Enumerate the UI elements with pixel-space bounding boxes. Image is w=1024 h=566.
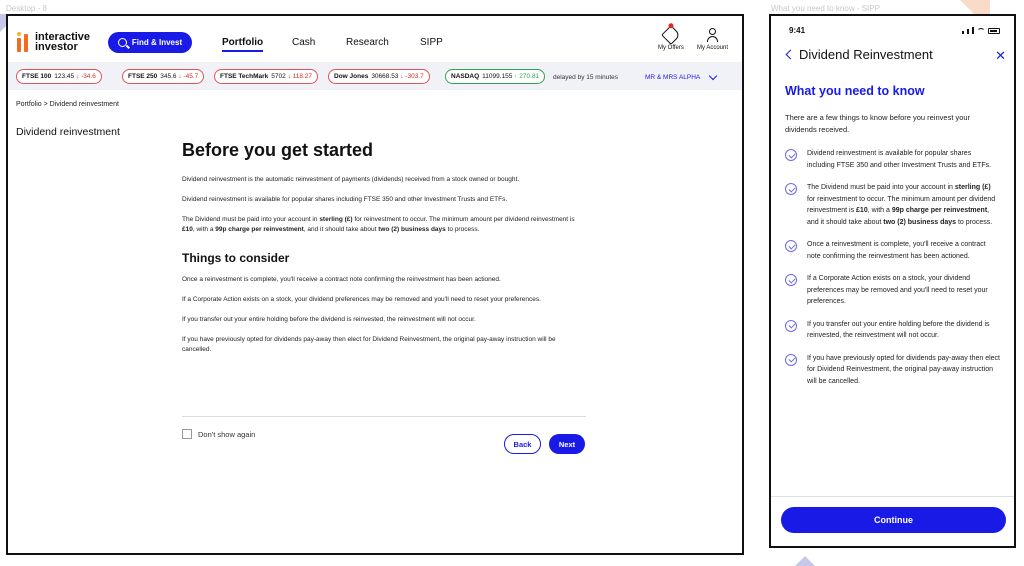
desktop-frame (6, 14, 744, 555)
close-icon[interactable]: ✕ (995, 48, 1006, 63)
list-item-text: Dividend reinvestment is available for popular shares including FTSE 350 and other Investment Trusts and ETFs. (807, 150, 992, 169)
mobile-heading: What you need to know (785, 84, 925, 98)
status-icons (962, 27, 1000, 34)
logo-mark-icon (16, 30, 32, 54)
check-circle-icon (785, 149, 797, 161)
dont-show-again-checkbox[interactable] (182, 429, 192, 439)
ticker-value: 345.6 (160, 73, 177, 80)
divider (182, 416, 586, 417)
top-navigation (8, 16, 742, 62)
list-item-text: If you have previously opted for dividends pay-away then elect for Dividend Reinvestment, the original pay-away instruction will be cancelled. (807, 354, 1001, 385)
ticker-ftse250[interactable] (122, 69, 204, 84)
signal-icon (962, 31, 964, 34)
main-content (182, 140, 586, 365)
text-run-bold: £10 (856, 207, 868, 214)
ticker-value: 123.45 (54, 73, 75, 80)
consider-item: If you have previously opted for dividends pay-away then elect for Dividend Reinvestment, the original pay-away instruction will be cancelled. (182, 336, 556, 353)
text-run: The Dividend must be paid into your account in (807, 184, 955, 191)
logo[interactable] (16, 30, 90, 54)
mobile-frame-label: What you need to know - SIPP (771, 4, 880, 13)
list-item (785, 239, 1000, 262)
list-item (785, 319, 1000, 342)
tag-icon (661, 25, 681, 45)
user-icon (706, 28, 720, 42)
find-invest-button[interactable] (108, 32, 192, 53)
find-invest-label: Find & Invest (131, 38, 183, 47)
text-run: , and it should take about (807, 207, 990, 226)
check-circle-icon (785, 274, 797, 286)
tab-portfolio[interactable]: Portfolio (222, 37, 264, 48)
ticker-change: ↓ -34.6 (75, 73, 96, 80)
text-run: to process. (445, 226, 480, 233)
mobile-intro: There are a few things to know before you reinvest your dividends received. (785, 113, 971, 134)
market-ticker-bar (8, 62, 742, 90)
text-run-bold: sterling (£) (954, 184, 991, 191)
ticker-name: FTSE TechMark (220, 73, 269, 80)
ticker-value: 11099.155 (482, 73, 513, 80)
text-run-bold: £10 (182, 226, 193, 233)
list-item-text: If a Corporate Action exists on a stock, your dividend preferences may be removed and you'll need to reset your preferences. (807, 275, 988, 305)
consider-item: If you transfer out your entire holding before the dividend is reinvested, the reinvestment will not occur. (182, 316, 476, 323)
back-button[interactable]: Back (504, 434, 541, 454)
signal-icon (967, 29, 969, 34)
text-run: , and it should take about (303, 226, 379, 233)
my-offers-label: My Offers (658, 45, 684, 51)
text-run-bold: two (2) business days (378, 226, 446, 233)
ticker-ftse100[interactable] (16, 69, 102, 84)
list-item-text: Once a reinvestment is complete, you'll receive a contract note confirming the reinvestment has been actioned. (807, 241, 986, 260)
my-account-button[interactable] (697, 28, 728, 51)
text-run-bold: 99p charge per reinvestment (891, 207, 988, 214)
text-run-bold: two (2) business days (883, 218, 957, 226)
text-run: The Dividend must be paid into your account in (182, 216, 320, 223)
breadcrumb[interactable]: Portfolio > Dividend reinvestment (16, 101, 119, 108)
text-run-bold: 99p charge per reinvestment (215, 226, 304, 233)
list-item-text: If you transfer out your entire holding before the dividend is reinvested, the reinvestment will not occur. (807, 320, 990, 339)
delayed-notice: delayed by 15 minutes (553, 74, 619, 81)
logo-text (35, 32, 90, 52)
ticker-change: ↓ -303.7 (400, 73, 424, 80)
dont-show-again-option[interactable] (182, 429, 255, 439)
text-run: for reinvestment to occur. The minimum amount per dividend reinvestment is (352, 216, 575, 223)
ticker-name: FTSE 250 (128, 73, 158, 80)
ticker-change: ↑ 270.81 (514, 73, 540, 80)
decor-triangle (795, 556, 815, 566)
chevron-left-icon[interactable] (786, 50, 796, 60)
chevron-down-icon (709, 72, 717, 80)
things-heading: Things to consider (182, 251, 290, 265)
signal-icon (972, 27, 974, 34)
account-selector[interactable] (645, 74, 716, 81)
text-run: , with a (867, 207, 892, 214)
desktop-frame-label: Desktop - 8 (6, 4, 47, 13)
intro-paragraph-3 (182, 215, 586, 235)
status-time: 9:41 (789, 26, 806, 35)
wifi-icon (977, 28, 985, 34)
consider-item: If a Corporate Action exists on a stock, your dividend preferences may be removed and you'll need to reset your preferences. (182, 296, 541, 303)
search-icon (118, 38, 127, 47)
tab-research[interactable]: Research (346, 37, 389, 48)
battery-icon (988, 28, 1000, 34)
account-name: MR & MRS ALPHA (645, 74, 701, 81)
ticker-name: FTSE 100 (22, 73, 52, 80)
logo-line1: interactive (35, 31, 91, 43)
ticker-name: NASDAQ (451, 73, 480, 80)
page-title: Before you get started (182, 140, 374, 160)
check-circle-icon (785, 320, 797, 332)
ticker-change: ↓ 118.27 (287, 73, 313, 80)
mobile-checklist (785, 148, 1000, 398)
text-run: , with a (192, 226, 216, 233)
consider-item: Once a reinvestment is complete, you'll receive a contract note confirming the reinvestment has been actioned. (182, 276, 501, 283)
mobile-frame (769, 14, 1016, 548)
dont-show-again-label: Don't show again (198, 429, 256, 439)
check-circle-icon (785, 240, 797, 252)
ticker-change: ↓ -45.7 (178, 73, 199, 80)
next-button[interactable]: Next (549, 434, 585, 454)
list-item (785, 273, 1000, 308)
tab-sipp[interactable]: SIPP (420, 37, 443, 48)
check-circle-icon (785, 183, 797, 195)
text-run: to process. (956, 218, 993, 226)
ticker-value: 5702 (271, 73, 286, 80)
intro-paragraph-2: Dividend reinvestment is available for popular shares including FTSE 350 and other Investment Trusts and ETFs. (182, 196, 508, 203)
ticker-dow-jones[interactable] (328, 69, 430, 84)
footer-divider (771, 496, 1014, 497)
continue-button[interactable]: Continue (781, 507, 1006, 533)
check-circle-icon (785, 354, 797, 366)
list-item (785, 182, 1000, 228)
my-account-label: My Account (697, 45, 729, 51)
section-title: Dividend reinvestment (16, 126, 120, 138)
list-item (785, 148, 1000, 171)
ticker-ftse-techmark[interactable] (214, 69, 318, 84)
list-item (785, 353, 1000, 388)
my-offers-button[interactable] (658, 28, 684, 51)
ticker-value: 30668.53 (371, 73, 399, 80)
text-run-bold: sterling (£) (319, 216, 353, 223)
ticker-name: Dow Jones (334, 73, 369, 80)
tab-cash[interactable]: Cash (292, 37, 316, 48)
intro-paragraph-1: Dividend reinvestment is the automatic reinvestment of payments (dividends) received from a stock owned or bought. (182, 176, 520, 183)
logo-line2: investor (35, 41, 78, 53)
mobile-title: Dividend Reinvestment (799, 47, 933, 62)
mobile-header (771, 46, 1014, 68)
text-run: for reinvestment to occur. The minimum amount per dividend reinvestment is (807, 195, 996, 214)
ticker-nasdaq[interactable] (445, 69, 545, 84)
